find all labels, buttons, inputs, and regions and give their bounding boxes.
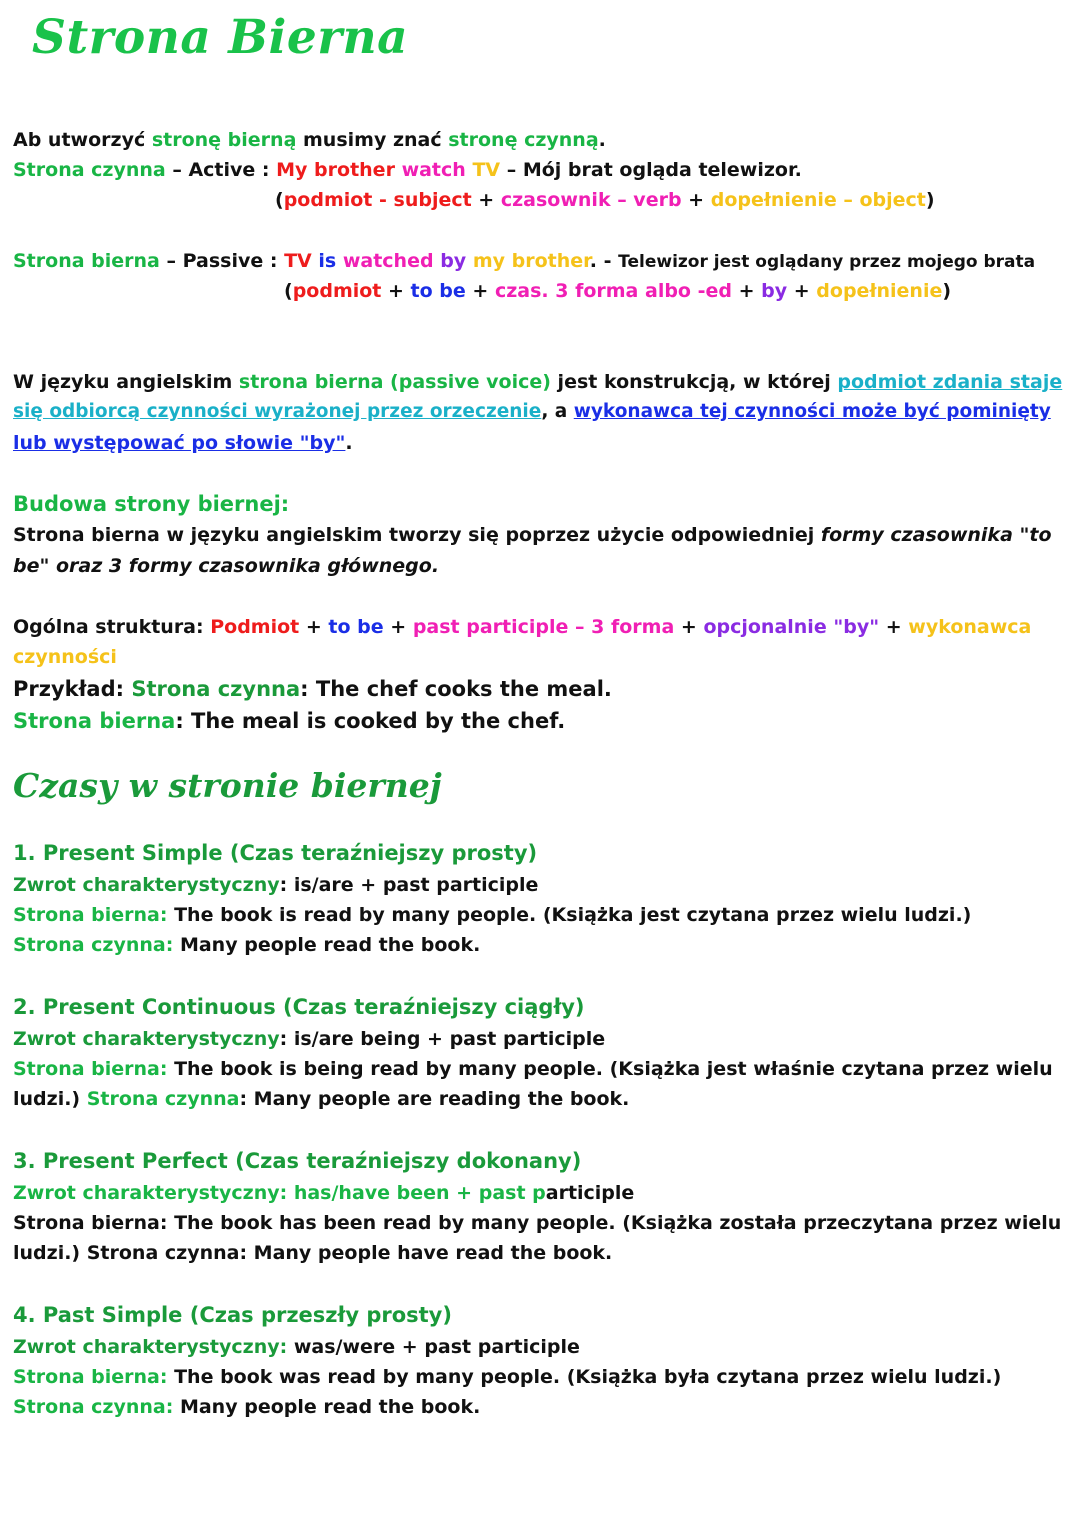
text: : The chef cooks the meal. — [300, 677, 612, 701]
text: : Many people are reading the book. — [239, 1088, 630, 1110]
text: + — [879, 616, 909, 638]
text: Ab utworzyć — [13, 129, 152, 151]
text: stronę czynną — [448, 129, 599, 151]
tense-zwrot — [13, 1026, 605, 1052]
text: to be — [410, 280, 466, 302]
text: The book was read by many people. (Książka była czytana przez wielu ludzi.) — [167, 1366, 1002, 1388]
text: Strona bierna w języku angielskim tworzy się poprzez użycie odpowiedniej — [13, 524, 821, 546]
text: by — [440, 250, 467, 272]
text: Many people read the book. — [173, 934, 481, 956]
text: opcjonalnie "by" — [703, 616, 880, 638]
tense-active — [13, 1086, 629, 1112]
text: ( — [275, 189, 284, 211]
intro-line-3 — [275, 187, 935, 213]
text: W języku angielskim — [13, 371, 239, 393]
general-structure-continued: czynności — [13, 646, 117, 668]
text: Strona bierna — [13, 250, 160, 272]
text — [336, 250, 343, 272]
text: + — [299, 616, 329, 638]
tense-passive: Strona bierna: The book has been read by many people. (Książka została przeczytana przez wielu — [13, 1212, 1062, 1234]
text: Strona bierna: — [13, 1366, 168, 1388]
text: Strona czynna: — [13, 1396, 174, 1418]
text: + — [731, 280, 762, 302]
text: się odbiorcą czynności wyrażonej przez orzeczenie — [13, 401, 542, 422]
tenses-heading: Czasy w stronie biernej — [13, 766, 442, 805]
text: . — [345, 432, 353, 454]
text — [395, 159, 402, 181]
text: formy czasownika głównego. — [128, 555, 440, 577]
text: dopełnienie — [816, 280, 943, 302]
text: TV — [472, 159, 501, 181]
text: Strona czynna — [13, 159, 166, 181]
tense-passive — [13, 1056, 1053, 1082]
text: TV — [284, 250, 312, 272]
text: + — [681, 189, 711, 211]
text: jest konstrukcją, w której — [550, 371, 838, 393]
text: + — [471, 189, 501, 211]
tense-zwrot — [13, 1180, 634, 1206]
text: My brother — [276, 159, 395, 181]
text: Zwrot charakterystyczny: has/have been + past p — [13, 1182, 546, 1204]
text: Telewizor jest oglądany przez mojego brata — [618, 252, 1036, 272]
tense-heading: 2. Present Continuous (Czas teraźniejszy ciągły) — [13, 995, 585, 1019]
text: lub występować po słowie "by" — [13, 432, 346, 454]
text: Strona czynna — [86, 1088, 240, 1110]
text: wykonawca — [908, 616, 1032, 638]
text: past participle – 3 forma — [412, 616, 675, 638]
text: wykonawca tej czynności może być pominięty — [573, 401, 1051, 422]
text: – Active : — [165, 159, 277, 181]
text: be" — [13, 555, 50, 577]
text: : is/are being + past participle — [279, 1028, 606, 1050]
text: Many people read the book. — [173, 1396, 481, 1418]
tense-zwrot — [13, 872, 538, 898]
text: : is/are + past participle — [279, 874, 539, 896]
intro-line-1 — [13, 127, 606, 153]
tense-heading: 4. Past Simple (Czas przeszły prosty) — [13, 1303, 452, 1327]
text: musimy znać — [296, 129, 449, 151]
tense-heading: 3. Present Perfect (Czas teraźniejszy dokonany) — [13, 1149, 582, 1173]
text: oraz 3 — [49, 555, 129, 577]
tense-active — [13, 1394, 480, 1420]
text: ) — [942, 280, 952, 302]
text: to be — [328, 616, 384, 638]
tense-active: ludzi.) Strona czynna: Many people have read the book. — [13, 1242, 613, 1264]
text: . - — [589, 250, 619, 272]
structure-line-1 — [13, 522, 1052, 548]
text: Zwrot charakterystyczny: — [13, 1336, 288, 1358]
intro-line-2 — [13, 157, 802, 183]
text: Strona czynna: — [13, 934, 174, 956]
intro-line-4 — [13, 248, 1035, 274]
structure-line-2 — [13, 553, 439, 579]
text: czasownik – verb — [500, 189, 682, 211]
example-active — [13, 676, 612, 702]
page-title: Strona Bierna — [32, 10, 409, 65]
definition-line-3 — [13, 430, 353, 456]
intro-line-5 — [284, 278, 951, 304]
text: , a — [541, 401, 574, 422]
text: my brother — [472, 250, 590, 272]
text: dopełnienie – object — [710, 189, 926, 211]
text: czas. 3 forma albo -ed — [494, 280, 732, 302]
text: formy czasownika "to — [820, 524, 1052, 546]
text: + — [787, 280, 817, 302]
text: The book is being read by many people. (Książka jest właśnie czytana przez wielu — [167, 1058, 1053, 1080]
text: ) — [925, 189, 935, 211]
definition-line-2 — [13, 399, 1051, 425]
tense-zwrot — [13, 1334, 580, 1360]
text: was/were + past participle — [287, 1336, 580, 1358]
text: Ogólna struktura: — [13, 616, 211, 638]
text: Strona czynna — [131, 677, 301, 701]
text: Podmiot — [210, 616, 300, 638]
general-structure-line — [13, 614, 1031, 640]
text — [466, 250, 473, 272]
text: watch — [401, 159, 466, 181]
text: by — [761, 280, 788, 302]
text: podmiot zdania staje — [837, 371, 1063, 393]
text: Strona bierna: — [13, 1058, 168, 1080]
tense-heading: 1. Present Simple (Czas teraźniejszy prosty) — [13, 841, 538, 865]
text: Przykład: — [13, 677, 132, 701]
text: – Passive : — [159, 250, 285, 272]
text: ludzi.) — [13, 1088, 87, 1110]
definition-line-1 — [13, 369, 1062, 395]
text: : The meal is cooked by the chef. — [175, 709, 566, 733]
text: Strona bierna: — [13, 904, 168, 926]
text: stronę bierną — [151, 129, 297, 151]
text: Zwrot charakterystyczny — [13, 1028, 280, 1050]
text: . — [598, 129, 606, 151]
text: + — [674, 616, 704, 638]
text: – Mój brat ogląda telewizor. — [500, 159, 802, 181]
text: Zwrot charakterystyczny — [13, 874, 280, 896]
structure-heading: Budowa strony biernej: — [13, 492, 290, 516]
text: podmiot — [292, 280, 382, 302]
text: + — [383, 616, 413, 638]
text: + — [381, 280, 411, 302]
text: podmiot - subject — [283, 189, 472, 211]
text: is — [318, 250, 337, 272]
tense-active — [13, 932, 480, 958]
text: The book is read by many people. (Książka jest czytana przez wielu ludzi.) — [167, 904, 972, 926]
tense-passive — [13, 902, 971, 928]
text: watched — [342, 250, 434, 272]
example-passive — [13, 708, 565, 734]
text: + — [465, 280, 495, 302]
text: Strona bierna — [13, 709, 176, 733]
text: articiple — [545, 1182, 635, 1204]
tense-passive — [13, 1364, 1001, 1390]
text: ( — [284, 280, 293, 302]
text: strona bierna (passive voice) — [238, 371, 551, 393]
